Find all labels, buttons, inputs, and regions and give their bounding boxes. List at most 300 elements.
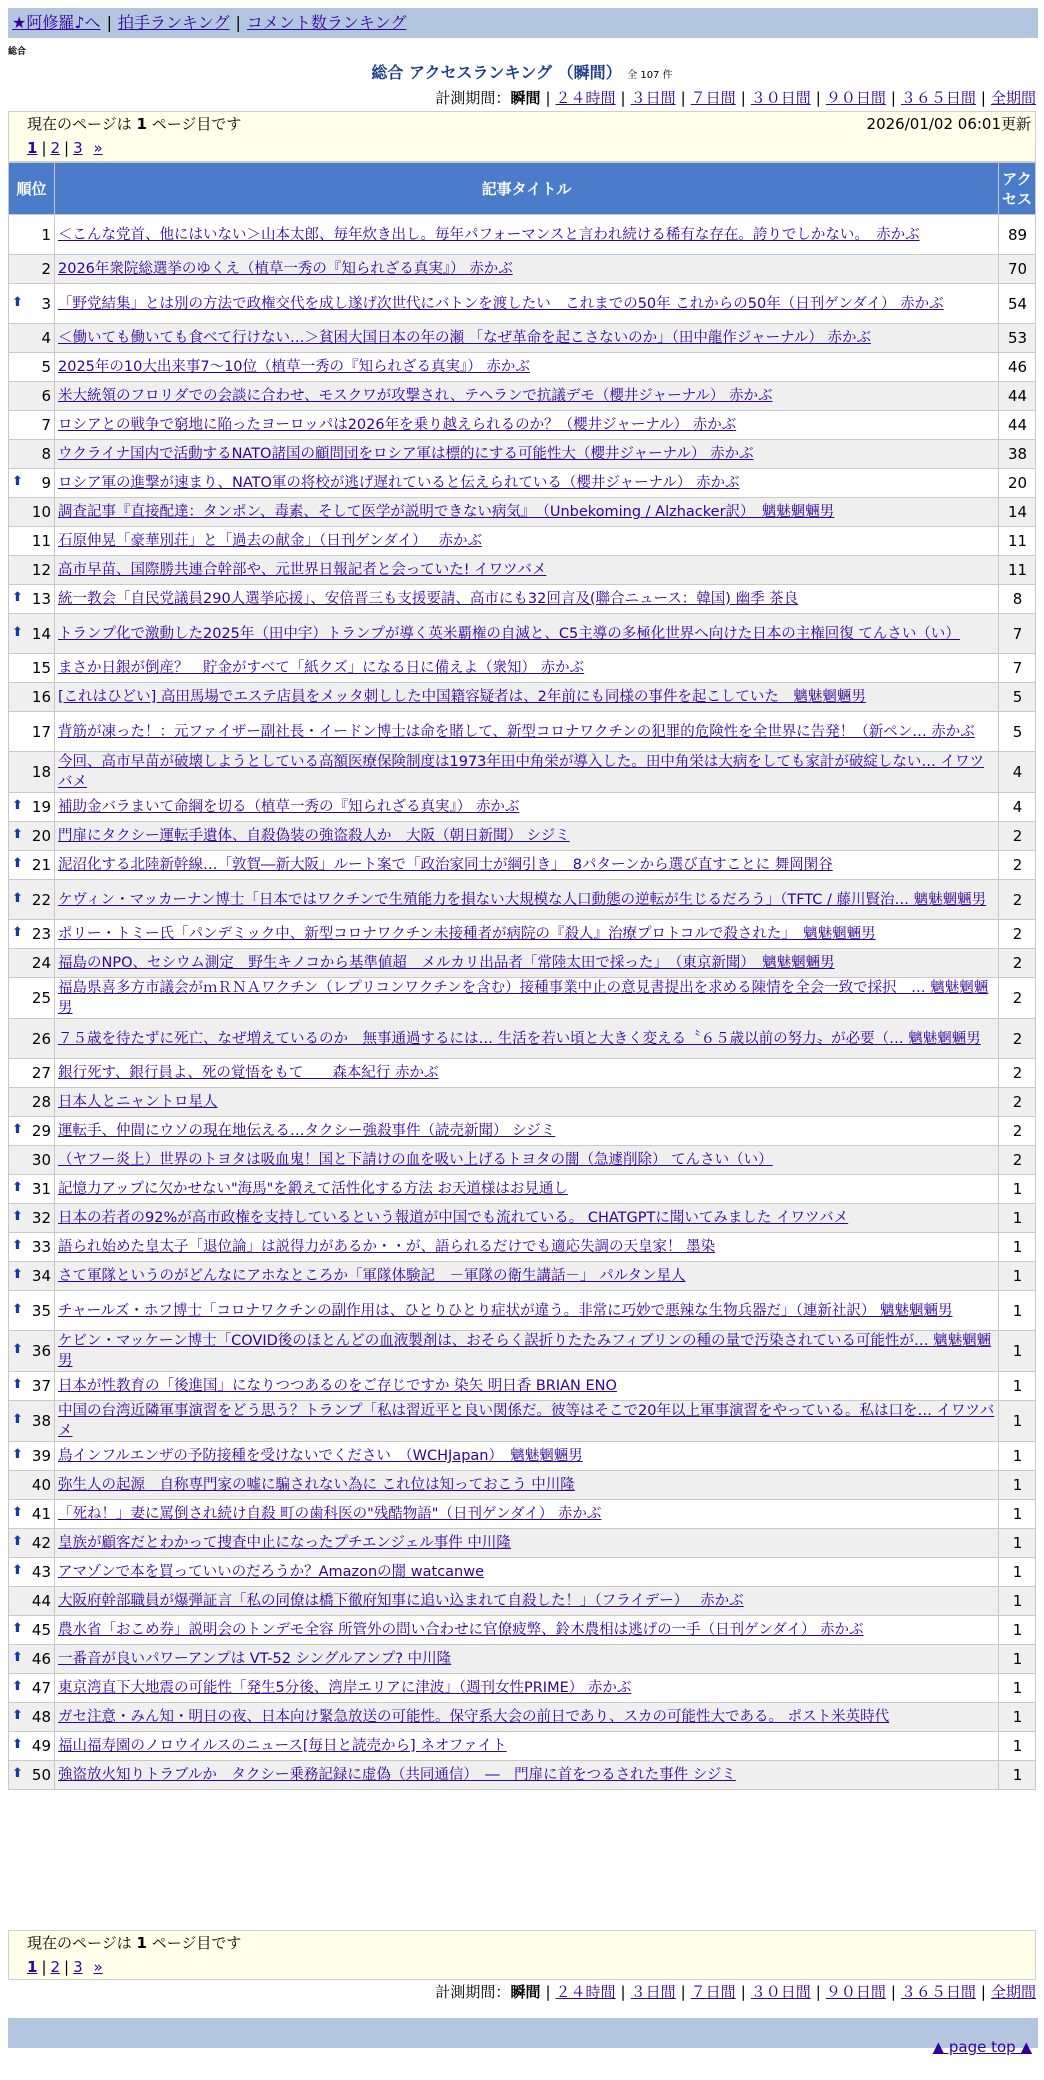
title-cell [55, 978, 999, 1019]
period-separator: | [815, 1983, 821, 2001]
up-arrow-icon: ⬆ [12, 1412, 23, 1427]
table-row [9, 1529, 1036, 1558]
page-separator: | [41, 139, 47, 157]
period-separator: | [890, 89, 896, 107]
access-count: 20 [999, 469, 1036, 498]
article-title-link[interactable]: 石原伸晃「豪華別荘」と「過去の献金」（日刊ゲンダイ） 赤かぶ [58, 533, 482, 549]
article-title-link[interactable]: 大阪府幹部職員が爆弾証言「私の同僚は橋下徹府知事に追い込まれて自殺した！」（フライデー） 赤かぶ [58, 1593, 744, 1609]
rank-cell [9, 1587, 55, 1616]
up-arrow-icon: ⬆ [12, 827, 23, 842]
table-row [9, 585, 1036, 614]
rank-cell [9, 469, 55, 498]
up-arrow-icon: ⬆ [12, 1342, 23, 1357]
rank-cell [9, 1019, 55, 1059]
rank-number: 21 [31, 856, 51, 874]
up-arrow-icon: ⬆ [12, 1766, 23, 1781]
title-cell [55, 1233, 999, 1262]
next-page-link[interactable]: » [93, 1958, 103, 1976]
page-links [27, 1955, 1035, 1981]
rank-cell [9, 1401, 55, 1442]
title-cell [55, 1175, 999, 1204]
header-rank: 順位 [9, 163, 55, 215]
rank-number: 28 [31, 1093, 51, 1111]
access-count: 2 [999, 1088, 1036, 1117]
period-separator: | [980, 1983, 986, 2001]
rank-number: 17 [31, 722, 51, 741]
table-row [9, 1674, 1036, 1703]
table-row [9, 1291, 1036, 1331]
title-cell [55, 1291, 999, 1331]
access-count: 2 [999, 978, 1036, 1019]
article-title-link[interactable]: ロシア軍の進撃が速まり、NATO軍の将校が逃げ遅れていると伝えられている（櫻井ジャーナル） 赤かぶ [58, 475, 740, 491]
period-option-link[interactable]: ９０日間 [825, 89, 886, 107]
rank-cell [9, 978, 55, 1019]
page-link[interactable]: 2 [50, 139, 61, 157]
rank-number: 35 [31, 1301, 51, 1320]
nav-separator: | [235, 13, 241, 32]
access-count: 2 [999, 1019, 1036, 1059]
table-row [9, 255, 1036, 284]
period-option-link[interactable]: ３６５日間 [900, 1983, 976, 2001]
nav-separator: | [106, 13, 112, 32]
rank-number: 48 [31, 1708, 51, 1726]
title-cell [55, 324, 999, 353]
rank-cell [9, 556, 55, 585]
title-cell [55, 556, 999, 585]
rank-number: 4 [41, 329, 51, 347]
article-title-link[interactable]: 語られ始めた皇太子「退位論」は説得力があるか・・が、語られるだけでも適応失調の天皇家！ 墨染 [58, 1239, 716, 1255]
access-count: 4 [999, 752, 1036, 793]
rank-cell [9, 920, 55, 949]
access-count: 1 [999, 1291, 1036, 1331]
rank-cell [9, 1331, 55, 1372]
access-count: 1 [999, 1401, 1036, 1442]
rank-cell [9, 949, 55, 978]
title-cell [55, 949, 999, 978]
rank-number: 26 [31, 1029, 51, 1048]
title-cell [55, 215, 999, 255]
next-page-link[interactable]: » [93, 139, 103, 157]
period-option-link[interactable]: ７日間 [690, 1983, 736, 2001]
rank-cell [9, 1558, 55, 1587]
article-title-link[interactable]: 皇族が顧客だとわかって捜査中止になったプチエンジェル事件 中川隆 [58, 1535, 511, 1551]
access-count: 1 [999, 1500, 1036, 1529]
article-title-link[interactable]: ケビン・マッケーン博士「COVID後のほとんどの血液製剤は、おそらく誤折りたたみフィブリンの種の量で汚染されている可能性が… 魑魅魍魎男 [58, 1333, 992, 1369]
title-cell [55, 440, 999, 469]
access-count: 1 [999, 1233, 1036, 1262]
rank-number: 6 [41, 387, 51, 405]
article-title-link[interactable]: 一番音が良いパワーアンプは VT-52 シングルアンプ? 中川隆 [58, 1651, 452, 1667]
period-option-link[interactable]: ３日間 [630, 89, 676, 107]
page-link[interactable]: 2 [50, 1958, 61, 1976]
home-link[interactable]: ★阿修羅♪へ [12, 13, 101, 32]
article-title-link[interactable]: ７５歳を待たずに死亡、なぜ増えているのか 無事通過するには… 生活を若い頃と大きく変える〝６５歳以前の努力〟が必要（… 魑魅魍魎男 [58, 1030, 981, 1047]
article-title-link[interactable]: 鳥インフルエンザの予防接種を受けないでください （WCHJapan） 魑魅魍魎男 [58, 1448, 583, 1464]
category-label: 総合 [8, 47, 27, 57]
rank-cell [9, 1175, 55, 1204]
table-row [9, 556, 1036, 585]
article-title-link[interactable]: 日本人とニャントロ星人 [58, 1094, 218, 1110]
access-count: 1 [999, 1587, 1036, 1616]
period-separator: | [680, 1983, 686, 2001]
title-cell [55, 793, 999, 822]
article-title-link[interactable]: アマゾンで本を買っていいのだろうか？Amazonの闇 watcanwe [58, 1564, 485, 1580]
article-title-link[interactable]: 「野党結集」とは別の方法で政権交代を成し遂げ次世代にバトンを渡したい これまでの50年 これからの50年（日刊ゲンダイ） 赤かぶ [58, 295, 944, 312]
title-cell [55, 1500, 999, 1529]
clap-ranking-link[interactable]: 拍手ランキング [117, 13, 230, 32]
table-row [9, 324, 1036, 353]
access-count: 11 [999, 527, 1036, 556]
rank-number: 32 [31, 1209, 51, 1227]
rank-number: 13 [31, 590, 51, 608]
access-count: 2 [999, 1117, 1036, 1146]
rank-cell [9, 215, 55, 255]
up-arrow-icon: ⬆ [12, 925, 23, 940]
current-page-number: 1 [136, 1934, 147, 1952]
rank-number: 15 [31, 659, 51, 677]
article-title-link[interactable]: 高市早苗、国際勝共連合幹部や、元世界日報記者と会っていた! イワツバメ [58, 562, 547, 578]
rank-cell [9, 1291, 55, 1331]
rank-cell [9, 382, 55, 411]
article-title-link[interactable]: 福山福寿園のノロウイルスのニュース[毎日と読売から] ネオファイト [58, 1738, 507, 1754]
article-title-link[interactable]: まさか日銀が倒産？ 貯金がすべて「紙クズ」になる日に備えよ（衆知） 赤かぶ [58, 660, 585, 676]
rank-number: 27 [31, 1064, 51, 1082]
rank-number: 38 [31, 1412, 51, 1430]
period-option-link[interactable]: 全期間 [990, 1983, 1036, 2001]
rank-number: 18 [31, 763, 51, 781]
article-title-link[interactable]: ＜働いても働いても食べて行けない…＞貧困大国日本の年の瀬 「なぜ革命を起こさないのか」（田中龍作ジャーナル） 赤かぶ [58, 330, 871, 346]
rank-cell [9, 1372, 55, 1401]
rank-number: 39 [31, 1447, 51, 1465]
title-cell [55, 411, 999, 440]
article-title-link[interactable]: 「死ね！」妻に罵倒され続け自殺 町の歯科医の"残酷物語"（日刊ゲンダイ） 赤かぶ [58, 1506, 602, 1522]
pagination-box-bottom [8, 1930, 1036, 1980]
rank-number: 30 [31, 1151, 51, 1169]
up-arrow-icon: ⬆ [12, 1301, 23, 1317]
up-arrow-icon: ⬆ [12, 474, 23, 489]
article-title-link[interactable]: チャールズ・ホフ博士「コロナワクチンの副作用は、ひとりひとり症状が違う。非常に巧妙で悪辣な生物兵器だ」（連新社訳） 魑魅魍魎男 [58, 1302, 953, 1319]
title-cell [55, 1761, 999, 1790]
table-row [9, 1616, 1036, 1645]
page-link[interactable]: 1 [27, 1958, 38, 1976]
period-selector-bottom [435, 1981, 1036, 2002]
up-arrow-icon: ⬆ [12, 1122, 23, 1137]
access-count: 14 [999, 498, 1036, 527]
page-status-prefix: 現在のページは [27, 1934, 132, 1952]
article-title-link[interactable]: [これはひどい] 高田馬場でエステ店員をメッタ刺しした中国籍容疑者は、2年前にも同様の事件を起こしていた 魑魅魍魎男 [58, 689, 866, 705]
page-title [0, 60, 1044, 83]
table-body [9, 215, 1036, 1790]
period-separator: | [890, 1983, 896, 2001]
period-option-link[interactable]: ３０日間 [750, 1983, 811, 2001]
rank-cell [9, 1529, 55, 1558]
table-row [9, 752, 1036, 793]
rank-cell [9, 1761, 55, 1790]
article-title-link[interactable]: 東京湾直下大地震の可能性「発生5分後、湾岸エリアに津波」（週刊女性PRIME） 赤かぶ [58, 1680, 632, 1696]
rank-cell [9, 353, 55, 382]
rank-number: 19 [31, 798, 51, 816]
rank-number: 33 [31, 1238, 51, 1256]
title-cell [55, 1732, 999, 1761]
article-title-link[interactable]: 背筋が凍った！：元ファイザー副社長・イードン博士は命を賭して、新型コロナワクチンの犯罪的危険性を全世界に告発！（新ペン… 赤かぶ [58, 723, 975, 740]
rank-number: 44 [31, 1592, 51, 1610]
rank-cell [9, 324, 55, 353]
access-count: 4 [999, 793, 1036, 822]
rank-cell [9, 255, 55, 284]
page-link[interactable]: 3 [73, 1958, 83, 1976]
rank-number: 20 [31, 827, 51, 845]
table-row [9, 1761, 1036, 1790]
title-cell [55, 1442, 999, 1471]
up-arrow-icon: ⬆ [12, 1209, 23, 1224]
period-separator: | [545, 1983, 551, 2001]
access-count: 53 [999, 324, 1036, 353]
period-option-link[interactable]: ２４時間 [555, 1983, 616, 2001]
title-cell [55, 712, 999, 752]
rank-number: 47 [31, 1679, 51, 1697]
rank-number: 42 [31, 1534, 51, 1552]
access-count: 54 [999, 284, 1036, 324]
comment-ranking-link[interactable]: コメント数ランキング [246, 13, 407, 32]
rank-cell [9, 1146, 55, 1175]
article-title-link[interactable]: 運転手、仲間にウソの現在地伝える…タクシー強殺事件（読売新聞） シジミ [58, 1123, 556, 1139]
access-count: 1 [999, 1442, 1036, 1471]
article-title-link[interactable]: ロシアとの戦争で窮地に陥ったヨーロッパは2026年を乗り越えられるのか？（櫻井ジャーナル） 赤かぶ [58, 417, 737, 433]
period-label: 計測期間： [435, 1983, 511, 2001]
up-arrow-icon: ⬆ [12, 1238, 23, 1253]
period-option-link[interactable]: ３日間 [630, 1983, 676, 2001]
rank-number: 25 [31, 989, 51, 1007]
article-title-link[interactable]: 福島のNPO、セシウム測定 野生キノコから基準値超 メルカリ出品者「常陸太田で採った」 （東京新聞） 魑魅魍魎男 [58, 955, 835, 971]
article-title-link[interactable]: 記憶力アップに欠かせない"海馬"を鍛えて活性化する方法 お天道様はお見通し [58, 1181, 568, 1197]
access-count: 2 [999, 880, 1036, 920]
up-arrow-icon: ⬆ [12, 1708, 23, 1723]
table-row [9, 411, 1036, 440]
period-option-link[interactable]: ２４時間 [555, 89, 616, 107]
rank-cell [9, 683, 55, 712]
access-count: 1 [999, 1204, 1036, 1233]
title-cell [55, 851, 999, 880]
rank-cell [9, 1471, 55, 1500]
page-separator: | [64, 1958, 70, 1976]
rank-number: 31 [31, 1180, 51, 1198]
title-cell [55, 1401, 999, 1442]
access-count: 1 [999, 1761, 1036, 1790]
rank-cell [9, 1674, 55, 1703]
ranking-title: 総合 アクセスランキング （瞬間） [371, 63, 622, 82]
period-option-link[interactable]: ３６５日間 [900, 89, 976, 107]
article-title-link[interactable]: トランプ化で激動した2025年（田中宇）トランプが導く英米覇権の自滅と、C5主導の多極化世界へ向けた日本の主権回復 てんさい（い） [58, 625, 960, 642]
table-row [9, 880, 1036, 920]
table-row [9, 978, 1036, 1019]
table-row [9, 1117, 1036, 1146]
title-cell [55, 1088, 999, 1117]
article-title-link[interactable]: 銀行死す、銀行員よ、死の覚悟をもて 森本紀行 赤かぶ [58, 1065, 439, 1081]
page-status-prefix: 現在のページは [27, 115, 132, 133]
title-cell [55, 920, 999, 949]
period-separator: | [740, 1983, 746, 2001]
up-arrow-icon: ⬆ [12, 1737, 23, 1752]
rank-cell [9, 1703, 55, 1732]
article-title-link[interactable]: ウクライナ国内で活動するNATO諸国の顧問団をロシア軍は標的にする可能性大（櫻井ジャーナル） 赤かぶ [58, 446, 754, 462]
period-option-link[interactable]: ７日間 [690, 89, 736, 107]
page-links [27, 136, 1035, 162]
table-row [9, 822, 1036, 851]
article-title-link[interactable]: 補助金バラまいて命綱を切る（植草一秀の『知られざる真実』） 赤かぶ [58, 799, 520, 815]
rank-cell [9, 793, 55, 822]
page-link[interactable]: 3 [73, 139, 83, 157]
title-cell [55, 880, 999, 920]
table-row [9, 215, 1036, 255]
access-count: 1 [999, 1674, 1036, 1703]
rank-number: 29 [31, 1122, 51, 1140]
up-arrow-icon: ⬆ [12, 1679, 23, 1694]
title-cell [55, 1019, 999, 1059]
table-row [9, 851, 1036, 880]
article-title-link[interactable]: 福島県喜多方市議会がｍＲＮＡワクチン（レプリコンワクチンを含む）接種事業中止の意見書提出を求める陳情を全会一致で採択 … 魑魅魍魎男 [58, 980, 989, 1016]
article-title-link[interactable]: 米大統領のフロリダでの会談に合わせ、モスクワが攻撃され、テヘランで抗議デモ（櫻井ジャーナル） 赤かぶ [58, 388, 773, 404]
rank-cell [9, 1442, 55, 1471]
table-row [9, 1233, 1036, 1262]
up-arrow-icon: ⬆ [12, 1563, 23, 1578]
rank-number: 8 [41, 445, 51, 463]
article-title-link[interactable]: ケヴィン・マッカーナン博士「日本ではワクチンで生殖能力を損ない大規模な人口動態の逆転が生じるだろう」（TFTC / 藤川賢治… 魑魅魍魎男 [58, 891, 987, 908]
article-title-link[interactable]: 日本の若者の92%が高市政権を支持しているという報道が中国でも流れている。 CHATGPTに聞いてみました イワツバメ [58, 1210, 849, 1226]
table-row [9, 1262, 1036, 1291]
title-cell [55, 1674, 999, 1703]
table-row [9, 498, 1036, 527]
title-cell [55, 382, 999, 411]
up-arrow-icon: ⬆ [12, 590, 23, 605]
article-title-link[interactable]: 泥沼化する北陸新幹線…「敦賀―新大阪」ルート案で「政治家同士が綱引き」 8パターンから選び直すことに 舞岡閑谷 [58, 857, 833, 873]
page-link[interactable]: 1 [27, 139, 38, 157]
rank-number: 49 [31, 1737, 51, 1755]
article-title-link[interactable]: 門扉にタクシー運転手遺体、自殺偽装の強盗殺人か 大阪（朝日新聞） シジミ [58, 828, 570, 844]
title-cell [55, 527, 999, 556]
title-cell [55, 585, 999, 614]
rank-number: 5 [41, 358, 51, 376]
article-title-link[interactable]: 農水省「おこめ券」説明会のトンデモ全容 所管外の問い合わせに官僚疲弊、鈴木農相は逃げの一手（日刊ゲンダイ） 赤かぶ [58, 1622, 864, 1638]
table-row [9, 1558, 1036, 1587]
rank-cell [9, 752, 55, 793]
up-arrow-icon: ⬆ [12, 798, 23, 813]
page-separator: | [41, 1958, 47, 1976]
article-title-link[interactable]: さて軍隊というのがどんなにアホなところか「軍隊体験記 －軍隊の衛生講話－」 パルタン星人 [58, 1268, 686, 1284]
title-cell [55, 1059, 999, 1088]
page-status-suffix: ページ目です [151, 1934, 242, 1952]
article-title-link[interactable]: （ヤフー炎上）世界のトヨタは吸血鬼！国と下請けの血を吸い上げるトヨタの闇（急遽削除） てんさい（い） [58, 1152, 773, 1168]
rank-number: 46 [31, 1650, 51, 1668]
title-cell [55, 1372, 999, 1401]
article-title-link[interactable]: 調査記事『直接配達：タンポン、毒素、そして医学が説明できない病気』 （Unbekoming / Alzhacker訳） 魑魅魍魎男 [58, 504, 835, 520]
access-count: 1 [999, 1372, 1036, 1401]
access-count: 89 [999, 215, 1036, 255]
access-count: 1 [999, 1645, 1036, 1674]
access-count: 1 [999, 1175, 1036, 1204]
table-row [9, 1331, 1036, 1372]
rank-number: 37 [31, 1377, 51, 1395]
title-cell [55, 1645, 999, 1674]
rank-number: 1 [41, 225, 51, 244]
access-count: 7 [999, 654, 1036, 683]
rank-number: 23 [31, 925, 51, 943]
table-row [9, 1500, 1036, 1529]
up-arrow-icon: ⬆ [12, 1505, 23, 1520]
rank-cell [9, 498, 55, 527]
article-title-link[interactable]: 弥生人の起源 自称専門家の嘘に騙されない為に これ位は知っておこう 中川隆 [58, 1477, 575, 1493]
table-row [9, 382, 1036, 411]
access-count: 2 [999, 1146, 1036, 1175]
article-title-link[interactable]: ＜こんな党首、他にはいない＞山本太郎、毎年炊き出し。毎年パフォーマンスと言われ続ける稀有な存在。誇りでしかない。 赤かぶ [58, 226, 920, 243]
rank-cell [9, 284, 55, 324]
period-option-link[interactable]: ３０日間 [750, 89, 811, 107]
article-title-link[interactable]: 日本が性教育の「後進国」になりつつあるのをご存じですか 染矢 明日香 BRIAN ENO [58, 1378, 617, 1394]
rank-cell [9, 1233, 55, 1262]
article-title-link[interactable]: ガセ注意・みん知・明日の夜、日本向け緊急放送の可能性。保守系大会の前日であり、スカの可能性大である。 ポスト米英時代 [58, 1709, 890, 1725]
article-title-link[interactable]: 2026年衆院総選挙のゆくえ（植草一秀の『知られざる真実』） 赤かぶ [58, 261, 513, 277]
up-arrow-icon: ⬆ [12, 294, 23, 310]
rank-cell [9, 1732, 55, 1761]
article-title-link[interactable]: ポリー・トミー氏「パンデミック中、新型コロナワクチン未接種者が病院の『殺人』治療プロトコルで殺された」 魑魅魍魎男 [58, 926, 876, 942]
article-title-link[interactable]: 統一教会「自民党議員290人選挙応援」、安倍晋三も支援要請、高市にも32回言及(聯合ニュース：韓国) 幽季 茶良 [58, 591, 799, 607]
table-row [9, 1732, 1036, 1761]
title-cell [55, 353, 999, 382]
article-title-link[interactable]: 強盗放火知りトラブルか タクシー乗務記録に虚偽（共同通信） ― 門扉に首をつるされた事件 シジミ [58, 1767, 736, 1783]
rank-number: 12 [31, 561, 51, 579]
table-row [9, 683, 1036, 712]
rank-cell [9, 411, 55, 440]
table-row [9, 284, 1036, 324]
access-count: 1 [999, 1558, 1036, 1587]
article-title-link[interactable]: 今回、高市早苗が破壊しようとしている高額医療保険制度は1973年田中角栄が導入した。田中角栄は大病をしても家計が破綻しない… イワツバメ [58, 754, 985, 790]
page-top-link[interactable]: ▲ page top ▲ [932, 2038, 1032, 2056]
table-row [9, 949, 1036, 978]
table-row [9, 654, 1036, 683]
up-arrow-icon: ⬆ [12, 1621, 23, 1636]
article-title-link[interactable]: 中国の台湾近隣軍事演習をどう思う？トランプ「私は習近平と良い関係だ。彼等はそこで20年以上軍事演習をやっている。私は口を… イワツバメ [58, 1403, 995, 1439]
up-arrow-icon: ⬆ [12, 890, 23, 906]
page-status-suffix: ページ目です [151, 115, 242, 133]
bottom-bar [8, 2018, 1038, 2056]
rank-cell [9, 851, 55, 880]
title-cell [55, 1331, 999, 1372]
access-count: 1 [999, 1529, 1036, 1558]
table-row [9, 793, 1036, 822]
table-row [9, 614, 1036, 654]
rank-cell [9, 614, 55, 654]
title-cell [55, 469, 999, 498]
title-cell [55, 255, 999, 284]
rank-number: 34 [31, 1267, 51, 1285]
access-count: 44 [999, 411, 1036, 440]
table-row [9, 1587, 1036, 1616]
rank-cell [9, 1117, 55, 1146]
rank-cell [9, 527, 55, 556]
table-row [9, 1019, 1036, 1059]
rank-number: 41 [31, 1505, 51, 1523]
period-option-link[interactable]: 全期間 [990, 89, 1036, 107]
access-count: 2 [999, 920, 1036, 949]
period-option-link[interactable]: ９０日間 [825, 1983, 886, 2001]
article-title-link[interactable]: 2025年の10大出来事7～10位（植草一秀の『知られざる真実』） 赤かぶ [58, 359, 530, 375]
table-row [9, 1372, 1036, 1401]
header-title: 記事タイトル [55, 163, 999, 215]
rank-number: 2 [41, 260, 51, 278]
title-cell [55, 822, 999, 851]
title-cell [55, 1262, 999, 1291]
table-row [9, 469, 1036, 498]
rank-cell [9, 1645, 55, 1674]
